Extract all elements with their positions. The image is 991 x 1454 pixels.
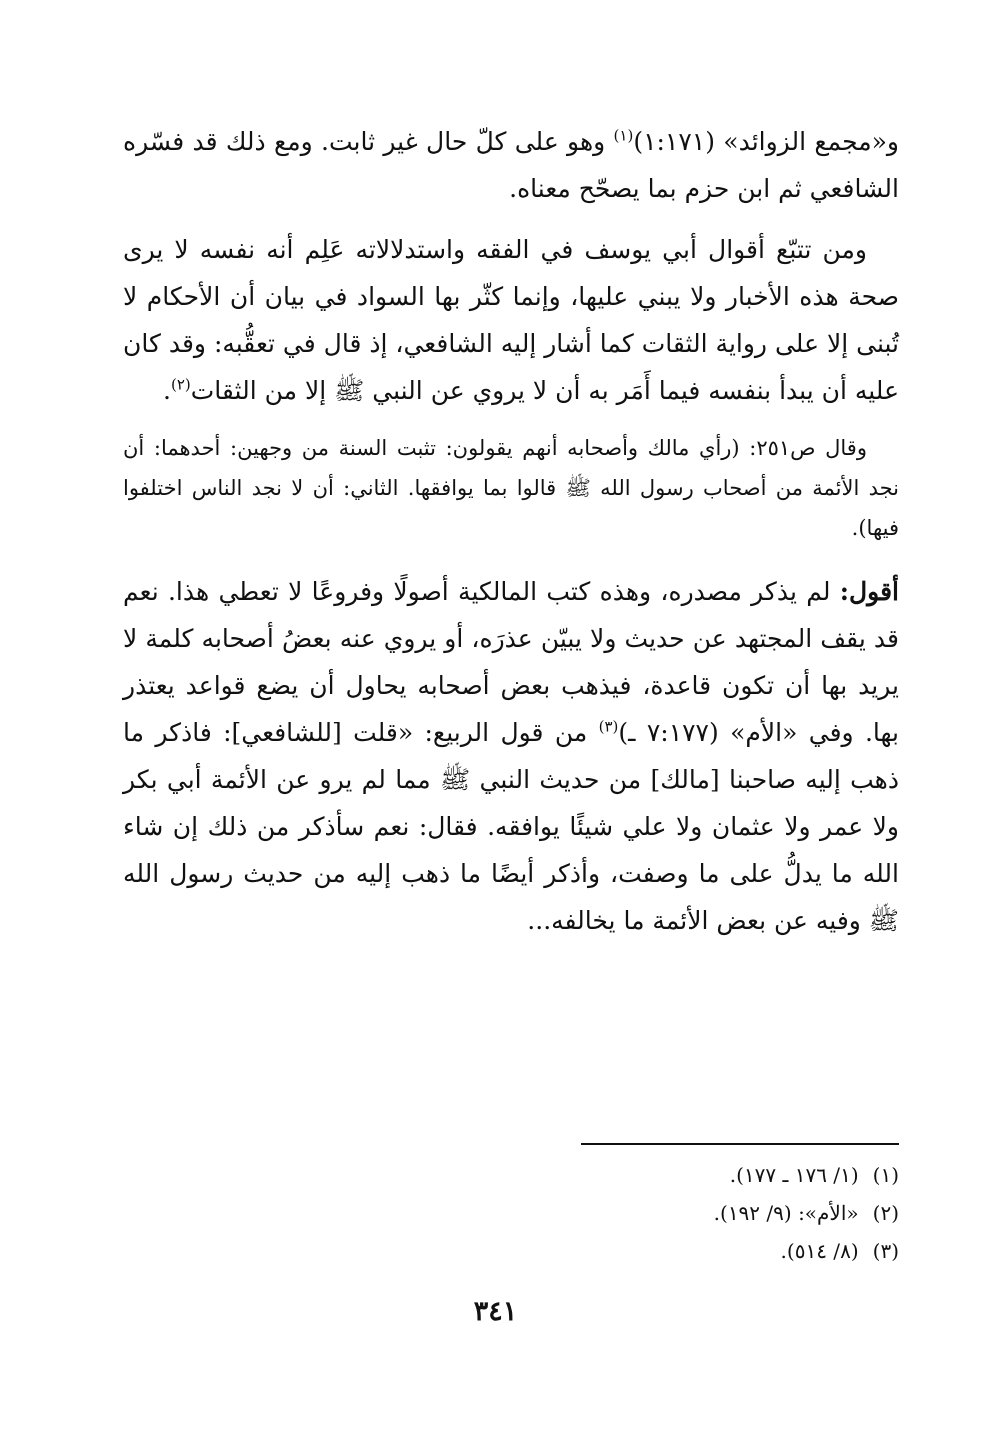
paragraph-4-text-cont: من قول الربيع: «قلت [للشافعي]: فاذكر ما ذهب إليه صاحبنا [مالك] من حديث النبي ﷺ مما لم يرو عن الأئمة أبي بكر ولا عمر ولا عثمان ولا علي شيئًا يوافقه. فقال: نعم سأذكر من ذلك إن شاء الله ما يدلُّ على ما وصفت، وأذكر أيضًا ما ذهب إليه من حديث رسول الله ﷺ وفيه عن بعض الأئمة ما يخالفه... [123, 718, 899, 935]
paragraph-1 [123, 118, 899, 212]
paragraph-1-text: و«مجمع الزوائد» (١:١٧١) [633, 127, 899, 156]
page-number: ٣٤١ [473, 1296, 518, 1327]
quoted-paragraph [123, 428, 899, 548]
footnote-divider [581, 1143, 899, 1145]
quoted-paragraph-text: وقال ص٢٥١: (رأي مالك وأصحابه أنهم يقولون: تثبت السنة من وجهين: أحدهما: أن نجد الأئمة من أصحاب رسول الله ﷺ قالوا بما يوافقها. الثاني: أن لا نجد الناس اختلفوا فيها). [123, 436, 899, 540]
footnote-ref-1: (١) [613, 126, 634, 145]
footnote-ref-3: (٣) [598, 717, 619, 736]
footnote-3 [123, 1232, 899, 1270]
footnote-1-number: (١) [872, 1163, 899, 1187]
paragraph-4-keyword: أقول: [839, 577, 899, 606]
footnote-3-number: (٣) [872, 1239, 899, 1263]
footnotes [123, 1156, 899, 1270]
footnote-2-number: (٢) [872, 1201, 899, 1225]
footnote-3-text: (٨/ ٥١٤). [780, 1239, 859, 1263]
paragraph-4-text: لم يذكر مصدره، وهذه كتب المالكية أصولًا وفروعًا لا تعطي هذا. نعم قد يقف المجتهد عن حديث ولا يبيّن عذرَه، أو يروي عنه بعضُ أصحابه كلمة لا يريد بها أن تكون قاعدة، فيذهب بعض أصحابه يحاول أن يضع قواعد يعتذر بها. وفي «الأم» (٧:١٧٧ ـ) [123, 577, 899, 747]
paragraph-2-text: ومن تتبّع أقوال أبي يوسف في الفقه واستدلالاته عَلِم أنه نفسه لا يرى صحة هذه الأخبار ولا يبني عليها، وإنما كثّر بها السواد في بيان أن الأحكام لا تُبنى إلا على رواية الثقات كما أشار إليه الشافعي، إذ قال في تعقُّبه: وقد كان عليه أن يبدأ بنفسه فيما أَمَر به أن لا يروي عن النبي ﷺ إلا من الثقات [123, 235, 899, 405]
footnote-ref-2: (٢) [170, 375, 191, 394]
footnote-1 [123, 1156, 899, 1194]
paragraph-2 [123, 226, 899, 414]
footnote-2 [123, 1194, 899, 1232]
footnote-1-text: (١/ ١٧٦ ـ ١٧٧). [729, 1163, 859, 1187]
body-text [123, 118, 899, 944]
footnote-2-text: «الأم»: (٩/ ١٩٢). [713, 1201, 859, 1225]
paragraph-1-text-cont: وهو على كلّ حال غير ثابت. ومع ذلك قد فسّره الشافعي ثم ابن حزم بما يصحّح معناه. [123, 127, 899, 203]
paragraph-4 [123, 568, 899, 944]
paragraph-2-text-cont: . [163, 376, 171, 405]
